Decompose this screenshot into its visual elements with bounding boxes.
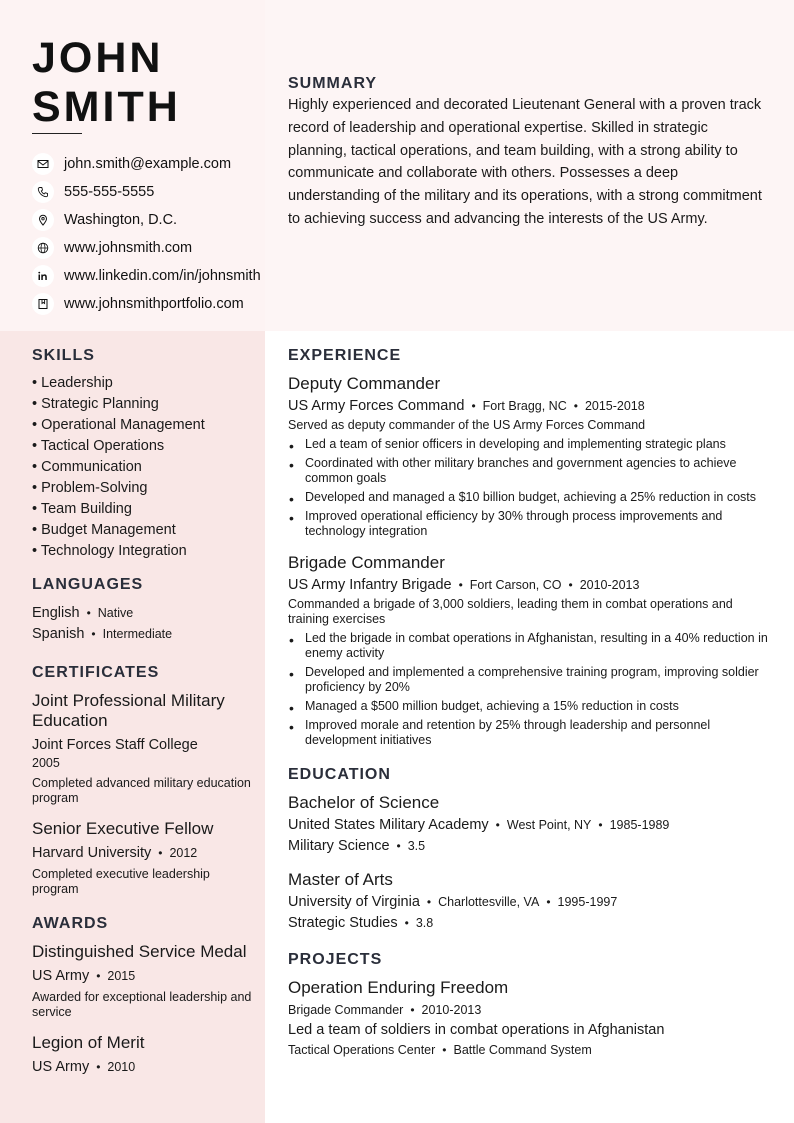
project-tag: Battle Command System: [453, 1043, 592, 1057]
job-bullet: • Led a team of senior officers in developing and implementing strategic plans: [288, 437, 768, 452]
skill-item: • Problem-Solving: [32, 480, 148, 496]
contact-linkedin[interactable]: [32, 262, 261, 290]
project-item: [288, 978, 768, 1060]
certificate-item: [32, 691, 257, 806]
job-bullet: • Developed and managed a $10 billion budget, achieving a 25% reduction in costs: [288, 490, 768, 505]
job-bullets: [288, 437, 768, 539]
projects-heading: PROJECTS: [288, 951, 383, 968]
award-desc: Awarded for exceptional leadership and service: [32, 990, 252, 1019]
project-meta: Brigade Commander • 2010-2013: [288, 1003, 482, 1017]
job-title: Brigade Commander: [288, 553, 445, 572]
location-icon: [32, 209, 54, 231]
right-column: [288, 347, 768, 1060]
contact-phone[interactable]: [32, 178, 261, 206]
project-title: Operation Enduring Freedom: [288, 978, 509, 997]
mail-icon: [32, 153, 54, 175]
language-item: English • Native: [32, 605, 134, 621]
contact-location: [32, 206, 261, 234]
skill-item: • Technology Integration: [32, 543, 187, 559]
experience-item: [288, 374, 768, 539]
job-bullet: • Led the brigade in combat operations in Afghanistan, resulting in a 40% reduction in enemy activity: [288, 631, 768, 661]
experience-heading: EXPERIENCE: [288, 347, 402, 364]
linkedin-text: www.linkedin.com/in/johnsmith: [64, 268, 261, 284]
job-bullet: • Developed and implemented a comprehensive training program, improving soldier proficiency by 20%: [288, 665, 768, 695]
job-meta: US Army Forces Command • Fort Bragg, NC • 2015-2018: [288, 398, 645, 414]
portfolio-icon: [32, 293, 54, 315]
certificate-year: 2005: [32, 756, 60, 770]
awards-heading: AWARDS: [32, 915, 109, 932]
skill-item: • Tactical Operations: [32, 438, 165, 454]
contact-email[interactable]: [32, 150, 261, 178]
contact-list: [32, 150, 261, 318]
name-first: JOHN: [32, 34, 164, 82]
job-bullet: • Managed a $500 million budget, achieving a 15% reduction in costs: [288, 699, 768, 714]
phone-text: 555-555-5555: [64, 184, 155, 200]
award-item: [32, 1033, 257, 1077]
languages-list: [32, 603, 257, 645]
education-field: Strategic Studies • 3.8: [288, 915, 434, 931]
job-bullet: • Improved operational efficiency by 30% through process improvements and technology integration: [288, 509, 768, 539]
certificates-heading: CERTIFICATES: [32, 664, 160, 681]
summary-heading: SUMMARY: [288, 75, 378, 92]
location-text: Washington, D.C.: [64, 212, 178, 228]
left-column: [32, 347, 257, 1077]
name-last: SMITH: [32, 83, 181, 131]
linkedin-icon: [32, 265, 54, 287]
certificate-title: Joint Professional Military Education: [32, 691, 225, 730]
skills-heading: SKILLS: [32, 347, 95, 364]
portfolio-text: www.johnsmithportfolio.com: [64, 296, 244, 312]
job-title: Deputy Commander: [288, 374, 441, 393]
education-meta: United States Military Academy • West Point, NY • 1985-1989: [288, 817, 670, 833]
education-item: [288, 870, 768, 933]
education-heading: EDUCATION: [288, 766, 391, 783]
award-item: [32, 942, 257, 1020]
project-tags: Tactical Operations Center • Battle Command System: [288, 1043, 592, 1057]
contact-portfolio[interactable]: [32, 290, 261, 318]
skill-item: • Communication: [32, 459, 142, 475]
certificate-org-line: Harvard University • 2012: [32, 845, 198, 861]
job-bullet: • Improved morale and retention by 25% through leadership and personnel development initiatives: [288, 718, 768, 748]
certificate-org: Joint Forces Staff College: [32, 737, 198, 753]
job-desc: Served as deputy commander of the US Army Forces Command: [288, 418, 646, 432]
certificate-desc: Completed advanced military education program: [32, 776, 251, 805]
job-bullets: [288, 631, 768, 748]
website-text: www.johnsmith.com: [64, 240, 193, 256]
job-meta: US Army Infantry Brigade • Fort Carson, CO • 2010-2013: [288, 577, 640, 593]
job-bullet: • Coordinated with other military branches and government agencies to achieve common goals: [288, 456, 768, 486]
certificate-desc: Completed executive leadership program: [32, 867, 210, 896]
degree-title: Master of Arts: [288, 870, 393, 889]
award-org-line: US Army • 2010: [32, 1059, 136, 1075]
globe-icon: [32, 237, 54, 259]
skill-item: • Budget Management: [32, 522, 176, 538]
name-divider: [32, 133, 82, 134]
degree-title: Bachelor of Science: [288, 793, 440, 812]
contact-website[interactable]: [32, 234, 261, 262]
skill-item: • Leadership: [32, 375, 113, 391]
award-title: Distinguished Service Medal: [32, 942, 247, 961]
experience-item: [288, 553, 768, 748]
education-field: Military Science • 3.5: [288, 838, 426, 854]
education-meta: University of Virginia • Charlottesville, VA • 1995-1997: [288, 894, 618, 910]
project-tag: Tactical Operations Center: [288, 1043, 436, 1057]
candidate-name: [32, 34, 181, 132]
phone-icon: [32, 181, 54, 203]
email-text: john.smith@example.com: [64, 156, 232, 172]
languages-heading: LANGUAGES: [32, 576, 144, 593]
project-desc: Led a team of soldiers in combat operations in Afghanistan: [288, 1022, 665, 1038]
skill-item: • Operational Management: [32, 417, 205, 433]
summary-text: Highly experienced and decorated Lieutenant General with a proven track record of leadership and operational expertise. Skilled in strategic planning, tactical operations, and team building, with a strong ability to communicate and collaborate with others. Possesses a deep understanding of the military and its operations, with a strong commitment to achieving success and advancing the interests of the US Army.: [288, 97, 762, 227]
education-item: [288, 793, 768, 856]
certificate-item: [32, 819, 257, 897]
award-org-line: US Army • 2015: [32, 968, 136, 984]
language-item: Spanish • Intermediate: [32, 626, 173, 642]
skill-item: • Team Building: [32, 501, 132, 517]
award-title: Legion of Merit: [32, 1033, 145, 1052]
skill-item: • Strategic Planning: [32, 396, 159, 412]
job-desc: Commanded a brigade of 3,000 soldiers, leading them in combat operations and training exercises: [288, 597, 733, 626]
skills-list: [32, 373, 257, 562]
certificate-title: Senior Executive Fellow: [32, 819, 214, 838]
